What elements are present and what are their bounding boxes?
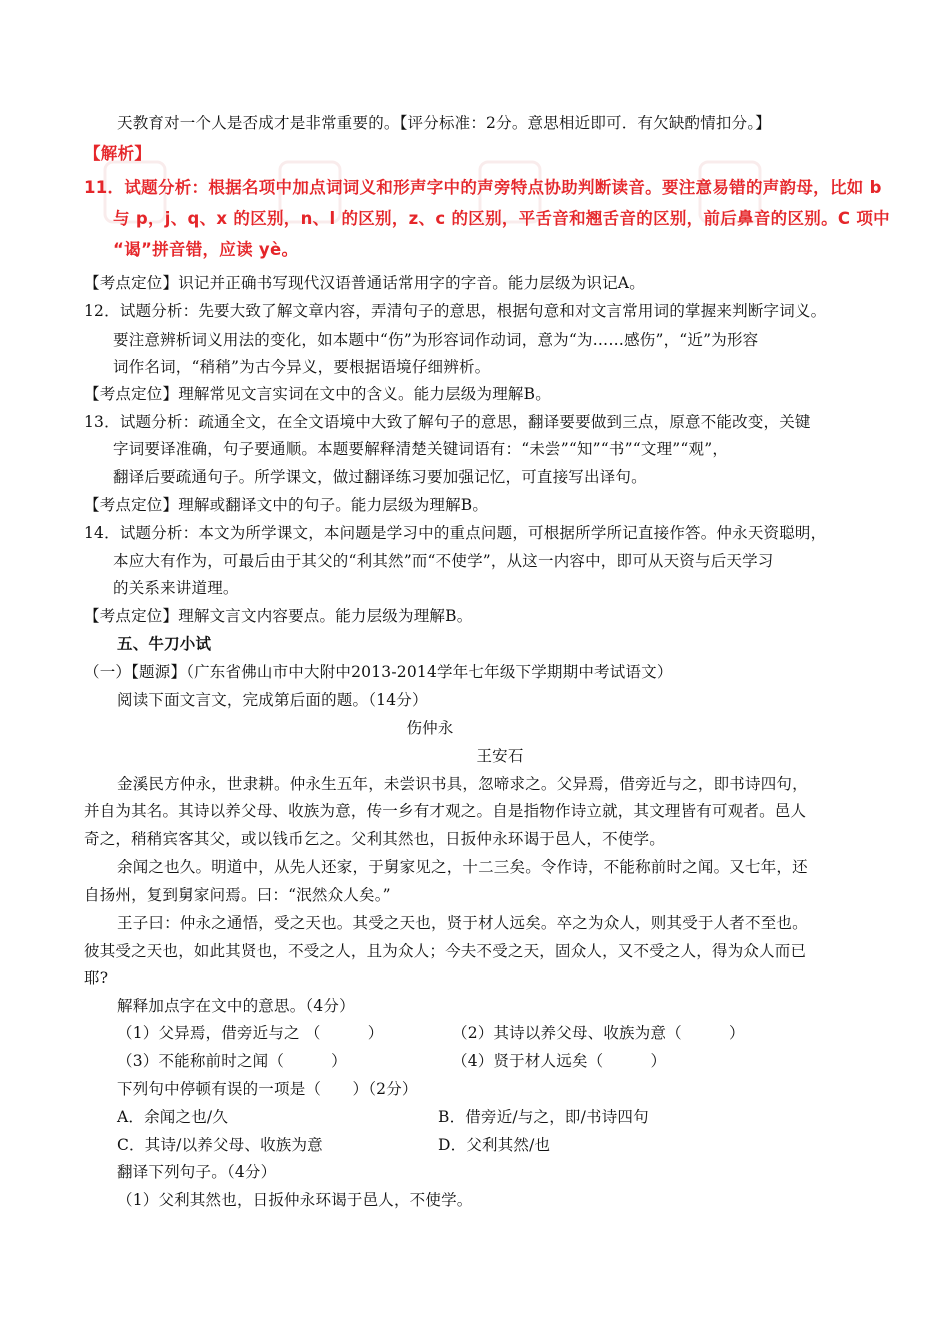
passage-p3-line-2: 彼其受之天也，如此其贤也，不受之人，且为众人；今夫不受之天，固众人，又不受之人，得为众人而已: [84, 942, 807, 960]
answer-line: 天教育对一个人是否成才是非常重要的。【评分标准：2分。意思相近即可．有欠缺酌情扣分。】: [117, 114, 771, 132]
analysis-14-line-3: 的关系来讲道理。: [113, 579, 239, 597]
passage-p2-line-1: 余闻之也久。明道中，从先人还家，于舅家见之，十二三矣。令作诗，不能称前时之闻。又七年，还: [117, 858, 808, 876]
question-pause: 下列句中停顿有误的一项是（ ）（2分）: [117, 1080, 418, 1098]
option-b: B．借旁近/与之，即/书诗四句: [438, 1108, 649, 1126]
kaodian-13: 【考点定位】理解或翻译文中的句子。能力层级为理解B。: [84, 496, 489, 514]
passage-p1-line-2: 并自为其名。其诗以养父母、收族为意，传一乡有才观之。自是指物作诗立就，其文理皆有可观者。邑人: [84, 802, 807, 820]
analysis-11-line-2: 与 p，j、q、x 的区别，n、l 的区别，z、c 的区别，平舌音和翘舌音的区别，前后鼻音的区别。C 项中: [113, 209, 890, 228]
passage-p1-line-1: 金溪民方仲永，世隶耕。仲永生五年，未尝识书具，忽啼求之。父异焉，借旁近与之，即书诗四句，: [117, 775, 808, 793]
section-title: 五、牛刀小试: [117, 634, 212, 653]
analysis-13-line-2: 字词要译准确，句子要通顺。本题要解释清楚关键词语有：“未尝”“知”“书”“文理”“观”，: [113, 440, 729, 458]
reading-instruction: 阅读下面文言文，完成第后面的题。（14分）: [117, 691, 428, 709]
analysis-11-line-3: “谒”拼音错，应读 yè。: [113, 240, 299, 259]
option-c: C．其诗/以养父母、收族为意: [117, 1136, 323, 1154]
passage-author: 王安石: [476, 747, 524, 765]
explain-item-1: （1）父异焉，借旁近与之 （ ）: [117, 1024, 384, 1042]
explain-item-2: （2）其诗以养父母、收族为意（ ）: [452, 1024, 745, 1042]
analysis-12-line-3: 词作名词，“稍稍”为古今异义，要根据语境仔细辨析。: [113, 358, 491, 376]
analysis-heading: 【解析】: [84, 144, 152, 163]
question-source: （一）【题源】（广东省佛山市中大附中2013-2014学年七年级下学期期中考试语文）: [84, 663, 673, 681]
analysis-12-line-2: 要注意辨析词义用法的变化，如本题中“伤”为形容词作动词，意为“为……感伤”，“近”为形容: [113, 331, 759, 349]
passage-p1-line-3: 奇之，稍稍宾客其父，或以钱币乞之。父利其然也，日扳仲永环谒于邑人，不使学。: [84, 830, 665, 848]
analysis-11-line-1: 11．试题分析：根据名项中加点词词义和形声字中的声旁特点协助判断读音。要注意易错的声韵母，比如 b: [84, 178, 882, 197]
translate-item-1: （1）父利其然也，日扳仲永环谒于邑人，不使学。: [117, 1191, 473, 1209]
explain-item-3: （3）不能称前时之闻（ ）: [117, 1052, 347, 1070]
analysis-14-line-2: 本应大有作为，可最后由于其父的“利其然”而“不使学”，从这一内容中，即可从天资与后天学习: [113, 552, 774, 570]
question-explain: 解释加点字在文中的意思。（4分）: [117, 997, 355, 1015]
analysis-13-line-3: 翻译后要疏通句子。所学课文，做过翻译练习要加强记忆，可直接写出译句。: [113, 468, 647, 486]
kaodian-11: 【考点定位】识记并正确书写现代汉语普通话常用字的字音。能力层级为识记A。: [84, 274, 645, 292]
question-translate: 翻译下列句子。（4分）: [117, 1163, 277, 1181]
kaodian-12: 【考点定位】理解常见文言实词在文中的含义。能力层级为理解B。: [84, 385, 551, 403]
option-a: A．余闻之也/久: [117, 1108, 229, 1126]
passage-p3-line-1: 王子曰：仲永之通悟，受之天也。其受之天也，贤于材人远矣。卒之为众人，则其受于人者不至也。: [117, 914, 808, 932]
explain-item-4: （4）贤于材人远矣（ ）: [452, 1052, 667, 1070]
option-d: D．父利其然/也: [438, 1136, 551, 1154]
passage-p2-line-2: 自扬州，复到舅家问焉。曰：“泯然众人矣。”: [84, 886, 391, 904]
passage-title: 伤仲永: [406, 719, 454, 737]
passage-p3-line-3: 耶?: [84, 969, 109, 987]
analysis-13-line-1: 13．试题分析：疏通全文，在全文语境中大致了解句子的意思，翻译要要做到三点，原意不能改变，关键: [84, 413, 811, 431]
analysis-14-line-1: 14．试题分析：本文为所学课文，本问题是学习中的重点问题，可根据所学所记直接作答。仲永天资聪明，: [84, 524, 827, 542]
kaodian-14: 【考点定位】理解文言文内容要点。能力层级为理解B。: [84, 607, 473, 625]
analysis-12-line-1: 12．试题分析：先要大致了解文章内容，弄清句子的意思，根据句意和对文言常用词的掌握来判断字词义。: [84, 302, 827, 320]
